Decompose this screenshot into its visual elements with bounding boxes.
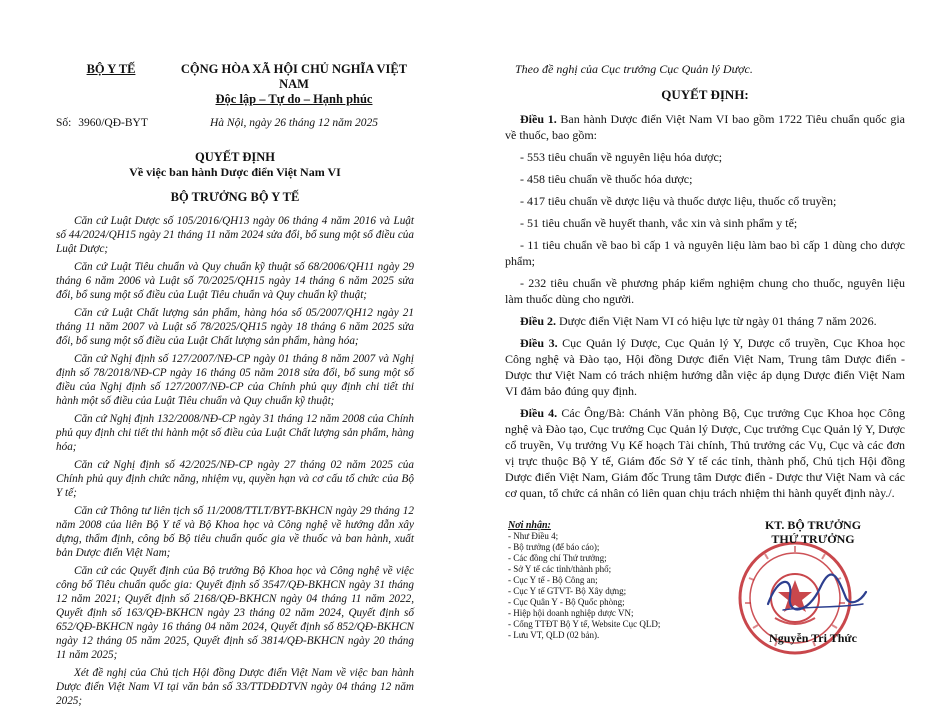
legal-basis-item: Xét đề nghị của Chủ tịch Hội đồng Dược điển Việt Nam về việc ban hành Dược điển Việt Nam VI tại văn bản số 33/TTDĐDTVN ngày 04 tháng 12 năm 2025; [56,667,414,707]
proposal-line: Theo đề nghị của Cục trưởng Cục Quản lý Dược. [515,62,753,76]
ministry-name: BỘ Y TẾ [86,62,136,76]
legal-basis-item: Căn cứ Nghị định 132/2008/NĐ-CP ngày 31 tháng 12 năm 2008 của Chính phủ quy định chi tiết thi hành một số điều của Luật Chất lượng sản phẩm, hàng hóa; [56,413,414,453]
right-page [505,62,905,507]
document-number: Số: 3960/QĐ-BYT [56,117,148,129]
signatory-title: KT. BỘ TRƯỞNG [764,518,862,532]
article-4: Điều 4. Các Ông/Bà: Chánh Văn phòng Bộ, Cục trưởng Cục Khoa học Công nghệ và Đào tạo, Cục trưởng Cục Quản lý Dược, Cục trưởng Cục Quản lý Y, Dược cổ truyền, Vụ trưởng Vụ Kế hoạch Tài chính, Thủ trưởng các Vụ, Cục và các đơn vị trực thuộc Bộ Y tế, Giám đốc Sở Y tế các tỉnh, thành phố, Chủ tịch Hội đồng Dược điển Việt Nam, Giám đốc Trung tâm Dược điển - Dược thư Việt Nam và các cơ quan, tổ chức cá nhân có liên quan chịu trách nhiệm thi hành quyết định này./. [505,406,906,500]
decision-title: QUYẾT ĐỊNH [195,150,275,164]
list-item: - 11 tiêu chuẩn về bao bì cấp 1 và nguyên liệu làm bao bì cấp 1 dùng cho dược phẩm; [505,238,905,268]
list-item: - 553 tiêu chuẩn về nguyên liệu hóa dược; [520,150,723,164]
list-item: - 458 tiêu chuẩn về thuốc hóa dược; [520,172,693,186]
country-name: CỘNG HÒA XÃ HỘI CHỦ NGHĨA VIỆT NAM [180,62,408,91]
document-header [56,62,414,107]
recipients-list [508,520,728,641]
article-2: Điều 2. Dược điển Việt Nam VI có hiệu lực từ ngày 01 tháng 7 năm 2026. [520,314,877,328]
recipient-item: - Các đồng chí Thứ trưởng; [508,553,607,563]
recipient-item: - Cổng TTĐT Bộ Y tế, Website Cục QLD; [508,619,661,629]
legal-basis-item: Căn cứ Thông tư liên tịch số 11/2008/TTLT/BYT-BKHCN ngày 29 tháng 12 năm 2008 của liên Bộ Y tế và Bộ Khoa học và Công nghệ về hướng dẫn xây dựng, thẩm định, công bố Bộ tiêu chuẩn quốc gia về thuốc và ban hành, xuất bản Dược điển Việt Nam; [56,505,414,559]
legal-basis-item: Căn cứ Nghị định số 127/2007/NĐ-CP ngày 01 tháng 8 năm 2007 và Nghị định số 78/2018/NĐ-CP ngày 16 tháng 05 năm 2018 sửa đổi, bổ sung một số điều của Nghị định số 127/2007/NĐ-CP của Chính phủ quy định chi tiết thi hành một số điều của Luật Tiêu chuẩn và Quy chuẩn kỹ thuật; [56,353,414,407]
list-item: - 417 tiêu chuẩn về dược liệu và thuốc dược liệu, thuốc cổ truyền; [520,194,837,208]
legal-basis-item: Căn cứ Luật Dược số 105/2016/QH13 ngày 06 tháng 4 năm 2016 và Luật số 44/2024/QH15 ngày 21 tháng 11 năm 2024 sửa đổi, bổ sung một số điều của Luật Dược; [56,215,414,255]
list-item: - 232 tiêu chuẩn về phương pháp kiểm nghiệm chung cho thuốc, nguyên liệu làm thuốc dùng cho người. [505,276,905,306]
recipient-item: - Bộ trưởng (để báo cáo); [508,542,600,552]
signature-block [728,518,898,645]
legal-basis-item: Căn cứ Luật Tiêu chuẩn và Quy chuẩn kỹ thuật số 68/2006/QH11 ngày 29 tháng 6 năm 2006 và Luật số 70/2025/QH15 ngày 14 tháng 6 năm 2025 sửa đổi, bổ sung một số điều của Luật Tiêu chuẩn và Quy chuẩn kỹ thuật; [56,261,414,301]
recipient-item: - Hiệp hội doanh nghiệp dược VN; [508,608,634,618]
article-1-list [505,149,905,307]
recipient-item: - Cục Y tế - Bộ Công an; [508,575,598,585]
recipient-item: - Sở Y tế các tỉnh/thành phố; [508,564,612,574]
legal-basis-item: Căn cứ Luật Chất lượng sản phẩm, hàng hóa số 05/2007/QH12 ngày 21 tháng 11 năm 2007 và Luật số 78/2025/QH15 ngày 18 tháng 6 năm 2025 sửa đổi, bổ sung một số điều của Luật Chất lượng sản phẩm, hàng hóa; [56,307,414,347]
legal-basis-item: Căn cứ Nghị định số 42/2025/NĐ-CP ngày 27 tháng 02 năm 2025 của Chính phủ quy định chức năng, nhiệm vụ, quyền hạn và cơ cấu tổ chức của Bộ Y tế; [56,459,414,499]
signatory-position: THỨ TRƯỞNG [771,532,855,546]
place-date: Hà Nội, ngày 26 tháng 12 năm 2025 [209,117,379,129]
decision-heading: QUYẾT ĐỊNH: [661,87,749,102]
signatory-name: Nguyễn Tri Thức [769,631,857,645]
article-3: Điều 3. Cục Quản lý Dược, Cục Quản lý Y, Dược cổ truyền, Cục Khoa học Công nghệ và Đào tạo, Hội đồng Dược điển Việt Nam, Trung tâm Dược điển - Dược thư Việt Nam có trách nhiệm hướng dẫn việc áp dụng Dược điển Việt Nam VI đảm bảo đúng quy định. [505,336,906,398]
recipient-item: - Cục Y tế GTVT- Bộ Xây dựng; [508,586,627,596]
decision-subject: Về việc ban hành Dược điển Việt Nam VI [129,165,341,179]
recipient-item: - Như Điều 4; [508,531,559,541]
left-page [56,62,414,712]
handwritten-signature-icon [738,566,888,626]
issuing-authority: BỘ TRƯỞNG BỘ Y TẾ [170,190,300,204]
national-motto: Độc lập – Tự do – Hạnh phúc [215,92,373,106]
legal-bases [56,214,414,708]
legal-basis-item: Căn cứ các Quyết định của Bộ trưởng Bộ Khoa học và Công nghệ về việc công bố Tiêu chuẩn quốc gia: Quyết định số 3547/QĐ-BKHCN ngày 31 tháng 12 năm 2021; Quyết định số 2168/QĐ-BKHCN ngày 04 tháng 11 năm 2022, Quyết định số 163/QĐ-BKHCN ngày 23 tháng 02 năm 2024, Quyết định số 652/QĐ-BKHCN ngày 16 tháng 04 năm 2024, Quyết định số 852/QĐ-BKHCN ngày 12 tháng 05 năm 2025, Quyết định số 3814/QĐ-BKHCN ngày 20 tháng 11 năm 2025; [56,565,414,661]
list-item: - 51 tiêu chuẩn về huyết thanh, vắc xin và sinh phẩm y tế; [520,216,798,230]
recipient-item: - Lưu VT, QLD (02 bản). [508,630,600,640]
article-1: Điều 1. Ban hành Dược điển Việt Nam VI bao gồm 1722 Tiêu chuẩn quốc gia về thuốc, bao gồm: [505,112,905,142]
recipients-label: Nơi nhận: [508,520,551,531]
recipient-item: - Cục Quân Y - Bộ Quốc phòng; [508,597,625,607]
